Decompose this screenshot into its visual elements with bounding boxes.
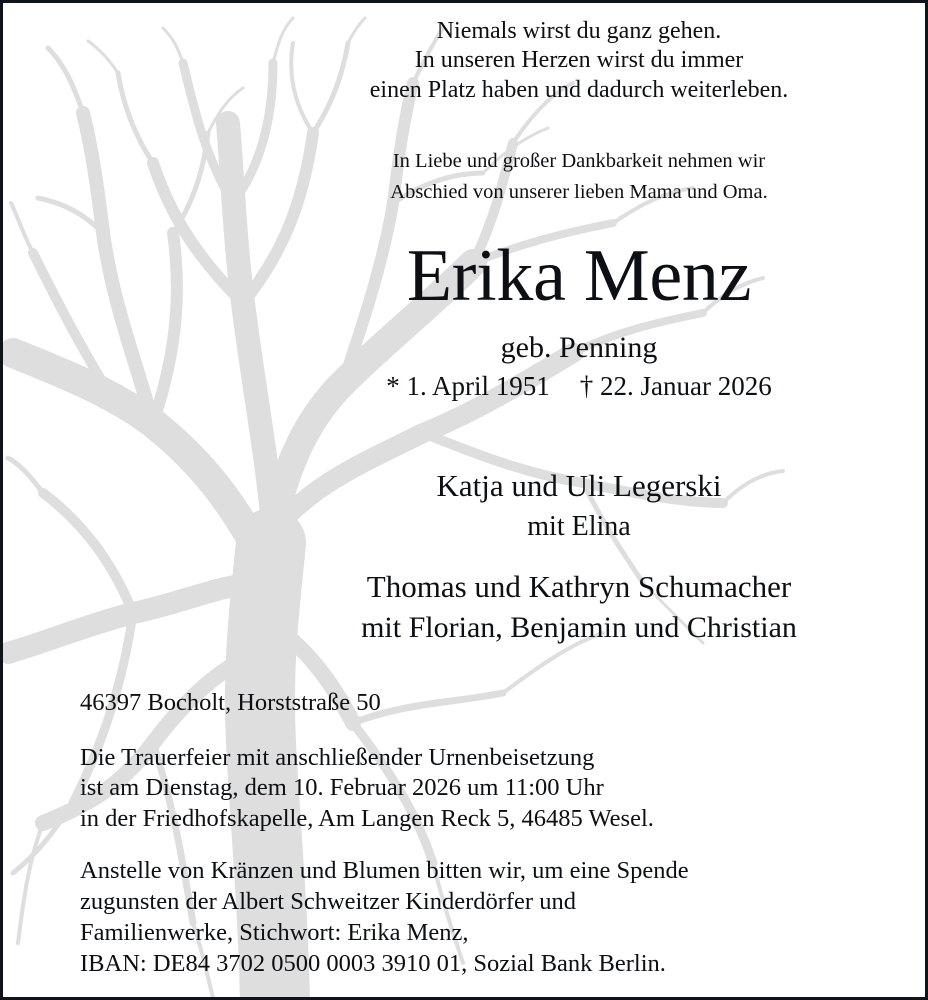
- birth-date: * 1. April 1951: [386, 371, 550, 401]
- donation-line-3: Familienwerke, Stichwort: Erika Menz,: [80, 919, 469, 946]
- donation-line-1: Anstelle von Kränzen und Blumen bitten wir, um eine Spende: [80, 857, 689, 884]
- deceased-name: Erika Menz: [406, 235, 752, 317]
- maiden-name: geb. Penning: [500, 331, 658, 364]
- verse-line-2: In unseren Herzen wirst du immer: [414, 47, 744, 73]
- donation-line-4-iban: IBAN: DE84 3702 0500 0003 3910 01, Sozial Bank Berlin.: [80, 950, 666, 977]
- intro-line-1: In Liebe und großer Dankbarkeit nehmen wir: [392, 150, 766, 172]
- funeral-line-1: Die Trauerfeier mit anschließender Urnenbeisetzung: [80, 744, 595, 771]
- death-date: † 22. Januar 2026: [579, 371, 772, 401]
- address: 46397 Bocholt, Horststraße 50: [80, 689, 381, 716]
- verse-line-1: Niemals wirst du ganz gehen.: [436, 18, 722, 44]
- intro-line-2: Abschied von unserer lieben Mama und Oma.: [390, 181, 768, 203]
- mourner-family-1: Katja und Uli Legerski: [436, 468, 722, 503]
- verse-line-3: einen Platz haben und dadurch weiterleben.: [369, 77, 789, 103]
- funeral-line-2: ist am Dienstag, dem 10. Februar 2026 um 11:00 Uhr: [80, 774, 604, 801]
- mourner-family-2: Thomas und Kathryn Schumacher: [366, 569, 792, 604]
- mourner-family-1-children: mit Elina: [527, 511, 631, 542]
- funeral-line-3: in der Friedhofskapelle, Am Langen Reck 5, 46485 Wesel.: [80, 805, 654, 832]
- mourner-family-2-children: mit Florian, Benjamin und Christian: [361, 611, 797, 644]
- donation-line-2: zugunsten der Albert Schweitzer Kinderdörfer und: [80, 888, 576, 915]
- life-dates: [3, 373, 928, 400]
